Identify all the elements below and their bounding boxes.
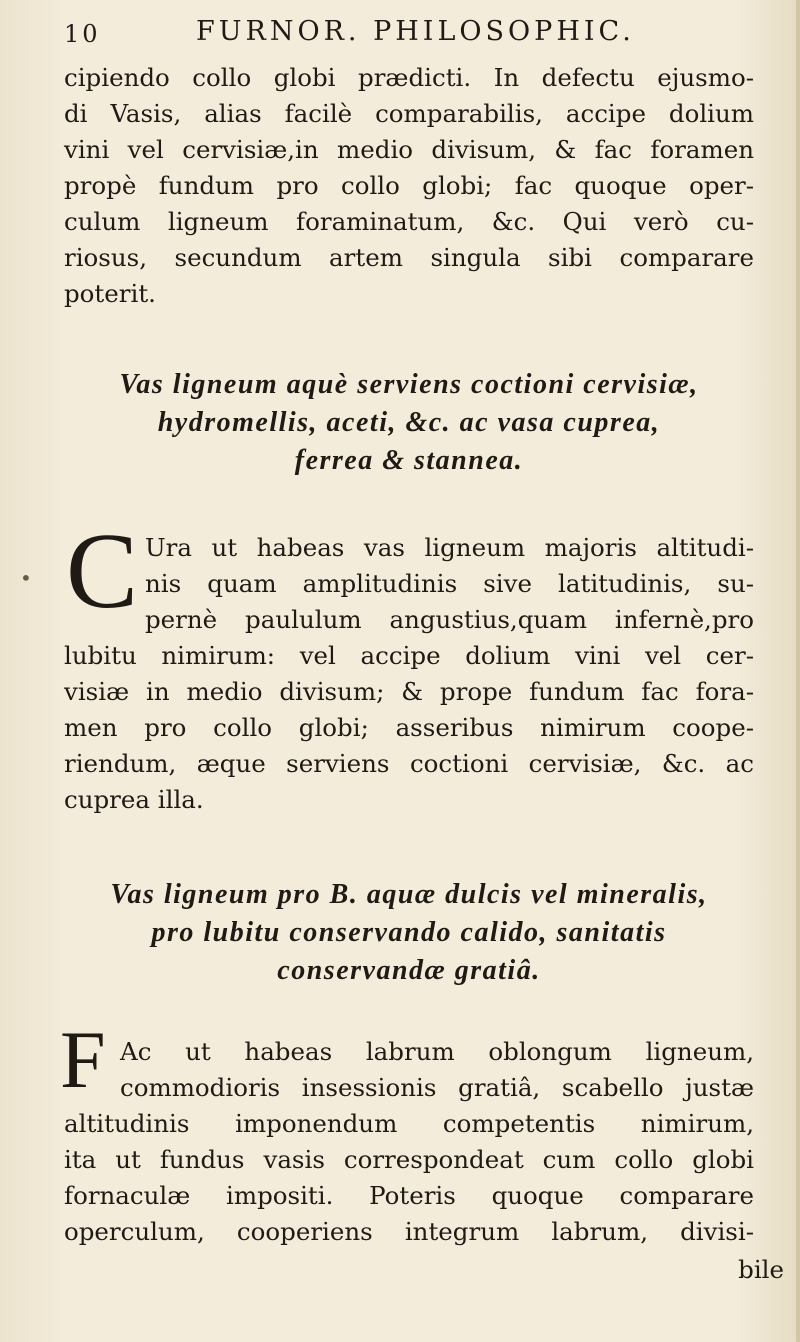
- text-line: propè fundum pro collo globi; fac quoque oper-: [64, 171, 754, 200]
- text-line: nis quam amplitudinis sive latitudinis, su-: [145, 569, 754, 598]
- text-line: culum ligneum foraminatum, &c. Qui verò cu-: [64, 207, 754, 236]
- paragraph-3: [64, 1106, 754, 1250]
- text-line: fornaculæ impositi. Poteris quoque comparare: [64, 1181, 754, 1210]
- text-line: cuprea illa.: [64, 785, 204, 814]
- text-line: lubitu nimirum: vel accipe dolium vini vel cer-: [64, 641, 754, 670]
- text-line: riendum, æque serviens coctioni cervisiæ, &c. ac: [64, 749, 754, 778]
- heading-line: Vas ligneum pro B. aquæ dulcis vel mineralis,: [110, 879, 708, 910]
- paragraph-3-indented: [120, 1034, 754, 1106]
- text-line: riosus, secundum artem singula sibi comparare: [64, 243, 754, 272]
- paragraph-2: [64, 638, 754, 818]
- catchword-block: [64, 1252, 784, 1288]
- text-line: visiæ in medio divisum; & prope fundum fac fora-: [64, 677, 754, 706]
- section-heading-2: [64, 876, 754, 990]
- text-line: Ura ut habeas vas ligneum majoris altitudi-: [145, 533, 754, 562]
- catchword: bile: [738, 1255, 784, 1284]
- text-line: poterit.: [64, 279, 156, 308]
- page-number: 10: [64, 20, 101, 48]
- heading-line: pro lubitu conservando calido, sanitatis: [151, 917, 667, 948]
- page-header: [64, 14, 754, 54]
- heading-line: Vas ligneum aquè serviens coctioni cervisiæ,: [119, 369, 699, 400]
- running-head: FURNOR. PHILOSOPHIC.: [196, 16, 635, 47]
- section-heading-1: [64, 366, 754, 480]
- text-line: di Vasis, alias facilè comparabilis, accipe dolium: [64, 99, 754, 128]
- text-line: men pro collo globi; asseribus nimirum coope-: [64, 713, 754, 742]
- drop-cap-c: C: [66, 512, 139, 631]
- text-line: altitudinis imponendum competentis nimirum,: [64, 1109, 754, 1138]
- margin-speck: •: [20, 566, 32, 590]
- text-line: vini vel cervisiæ,in medio divisum, & fac foramen: [64, 135, 754, 164]
- text-line: commodioris insessionis gratiâ, scabello justæ: [120, 1073, 754, 1102]
- drop-cap-f: F: [60, 1014, 106, 1105]
- paragraph-2-indented: [145, 530, 754, 638]
- text-line: cipiendo collo globi prædicti. In defectu ejusmo-: [64, 63, 754, 92]
- text-line: pernè paululum angustius,quam infernè,pro: [145, 605, 754, 634]
- heading-line: hydromellis, aceti, &c. ac vasa cuprea,: [157, 407, 661, 438]
- text-line: operculum, cooperiens integrum labrum, divisi-: [64, 1217, 754, 1246]
- heading-line: conservandæ gratiâ.: [277, 955, 541, 986]
- paragraph-1: [64, 60, 754, 312]
- heading-line: ferrea & stannea.: [294, 445, 524, 476]
- page-edge: [796, 0, 800, 1342]
- text-line: ita ut fundus vasis correspondeat cum collo globi: [64, 1145, 754, 1174]
- text-line: Ac ut habeas labrum oblongum ligneum,: [120, 1037, 754, 1066]
